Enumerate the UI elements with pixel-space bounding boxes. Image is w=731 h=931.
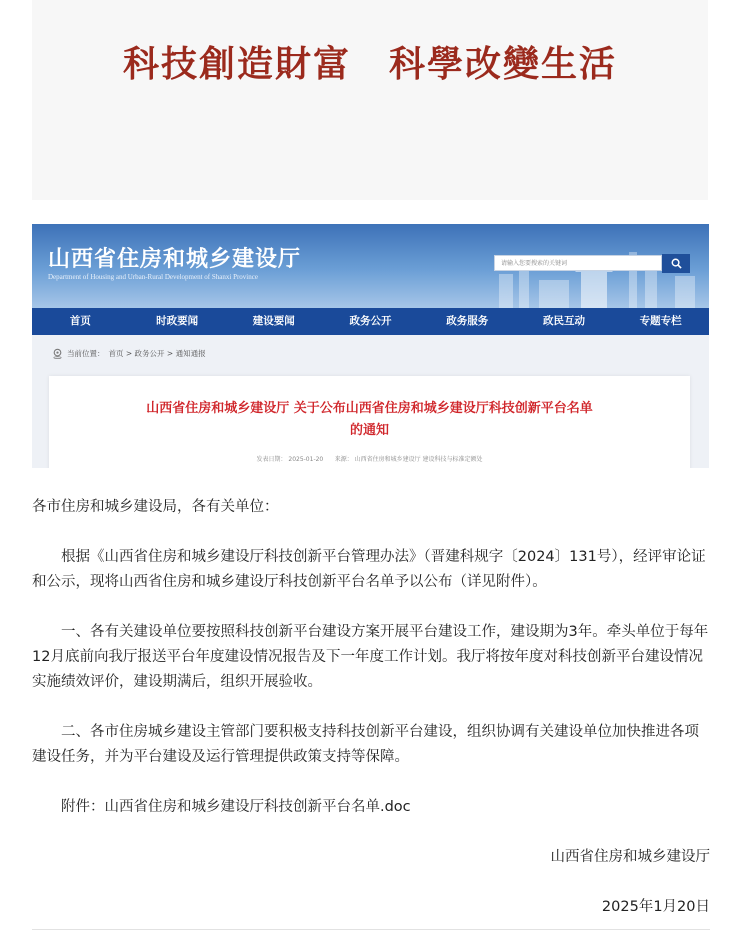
attachment-link[interactable]: 附件：山西省住房和城乡建设厅科技创新平台名单.doc — [61, 799, 411, 815]
notice-source: 来源： 山西省住房和城乡建设厅 建设科技与标准定额处 — [334, 456, 483, 463]
search-input[interactable]: 请输入您要搜索的关键词 — [494, 255, 662, 271]
salutation: 各市住房和城乡建设局，各有关单位： — [32, 499, 279, 515]
breadcrumb-path[interactable]: 首页 > 政务公开 > 通知通报 — [108, 349, 206, 358]
notice-title-line2: 的通知 — [349, 423, 389, 438]
breadcrumb — [52, 348, 206, 359]
nav-item-topics[interactable]: 专题专栏 — [639, 315, 682, 327]
site-title: 山西省住房和城乡建设厅 — [48, 246, 302, 272]
nav-item-home[interactable]: 首页 — [69, 315, 91, 327]
search-button[interactable] — [662, 254, 690, 273]
breadcrumb-label: 当前位置： — [67, 349, 105, 358]
nav-item-services[interactable]: 政务服务 — [446, 315, 489, 327]
slogan-text: 科技創造財富 科學改變生活 — [122, 43, 617, 85]
paragraph-basis: 根据《山西省住房和城乡建设厅科技创新平台管理办法》（晋建科规字〔2024〕131号），经评审论证和公示，现将山西省住房和城乡建设厅科技创新平台名单予以公布（详见附件）。 — [32, 549, 706, 590]
main-nav — [32, 308, 709, 335]
paragraph-item-one: 一、各有关建设单位要按照科技创新平台建设方案开展平台建设工作，建设期为3年。牵头单位于每年12月底前向我厅报送平台年度建设情况报告及下一年度工作计划。我厅将按年度对科技创新平台建设情况实施绩效评价，建设期满后，组织开展验收。 — [32, 624, 709, 690]
nav-item-interaction[interactable]: 政民互动 — [542, 315, 585, 327]
notice-title-line1: 山西省住房和城乡建设厅 关于公布山西省住房和城乡建设厅科技创新平台名单 — [146, 401, 593, 416]
paragraph-item-two: 二、各市住房城乡建设主管部门要积极支持科技创新平台建设，组织协调有关建设单位加快推进各项建设任务，并为平台建设及运行管理提供政策支持等保障。 — [32, 724, 699, 765]
search-icon — [671, 258, 682, 269]
nav-item-construction-news[interactable]: 建设要闻 — [252, 315, 295, 327]
notice-meta — [49, 454, 690, 463]
notice-card — [49, 376, 690, 468]
signature: 山西省住房和城乡建设厅 — [550, 849, 710, 865]
document-date: 2025年1月20日 — [601, 899, 710, 915]
site-header — [32, 224, 709, 308]
site-screenshot — [32, 224, 709, 468]
slogan-banner — [32, 0, 708, 200]
publish-date: 发表日期： 2025-01-20 — [256, 456, 324, 463]
nav-item-news[interactable]: 时政要闻 — [156, 315, 199, 327]
notice-title — [49, 398, 690, 442]
location-icon — [52, 348, 63, 359]
site-subtitle: Department of Housing and Urban-Rural Development of Shanxi Province — [48, 273, 258, 281]
nav-item-disclosure[interactable]: 政务公开 — [349, 315, 392, 327]
divider — [32, 929, 710, 930]
